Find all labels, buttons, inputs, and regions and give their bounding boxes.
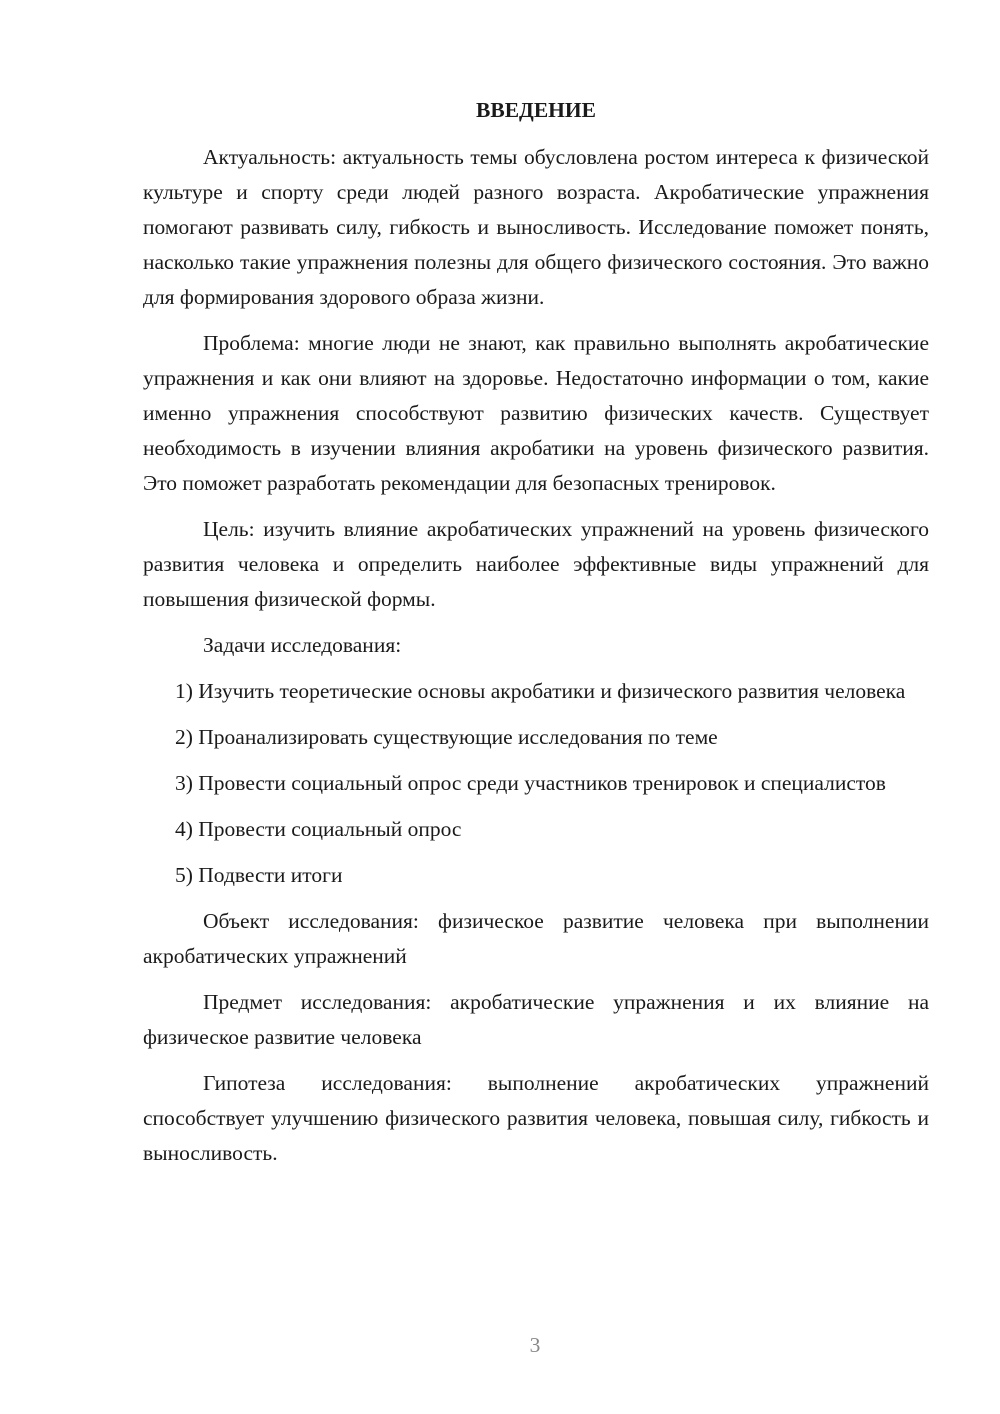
task-item-1: 1) Изучить теоретические основы акробатики и физического развития человека — [175, 679, 906, 703]
paragraph-object: Объект исследования: физическое развитие человека при выполнении акробатических упражнений — [143, 909, 929, 968]
paragraph-problem: Проблема: многие люди не знают, как правильно выполнять акробатические упражнения и как они влияют на здоровье. Недостаточно информации о том, какие именно упражнения способствуют развитию физических качеств. Существует необходимость в изучении влияния акробатики на уровень физического развития. Это поможет разработать рекомендации для безопасных тренировок. — [143, 331, 929, 495]
paragraph-hypothesis: Гипотеза исследования: выполнение акробатических упражнений способствует улучшению физического развития человека, повышая силу, гибкость и выносливость. — [143, 1071, 929, 1165]
task-item-3: 3) Провести социальный опрос среди участников тренировок и специалистов — [175, 771, 886, 795]
paragraph-subject: Предмет исследования: акробатические упражнения и их влияние на физическое развитие человека — [143, 990, 929, 1049]
section-title: ВВЕДЕНИЕ — [476, 98, 596, 122]
paragraph-goal: Цель: изучить влияние акробатических упражнений на уровень физического развития человека и определить наиболее эффективные виды упражнений для повышения физической формы. — [143, 517, 929, 611]
document-page — [143, 93, 929, 1182]
task-item-5: 5) Подвести итоги — [175, 863, 343, 887]
task-item-2: 2) Проанализировать существующие исследования по теме — [175, 725, 718, 749]
tasks-heading: Задачи исследования: — [203, 633, 402, 657]
paragraph-relevance: Актуальность: актуальность темы обусловлена ростом интереса к физической культуре и спорту среди людей разного возраста. Акробатические упражнения помогают развивать силу, гибкость и выносливость. Исследование поможет понять, насколько такие упражнения полезны для общего физического состояния. Это важно для формирования здорового образа жизни. — [143, 145, 929, 309]
task-item-4: 4) Провести социальный опрос — [175, 817, 462, 841]
page-number: 3 — [529, 1333, 541, 1357]
